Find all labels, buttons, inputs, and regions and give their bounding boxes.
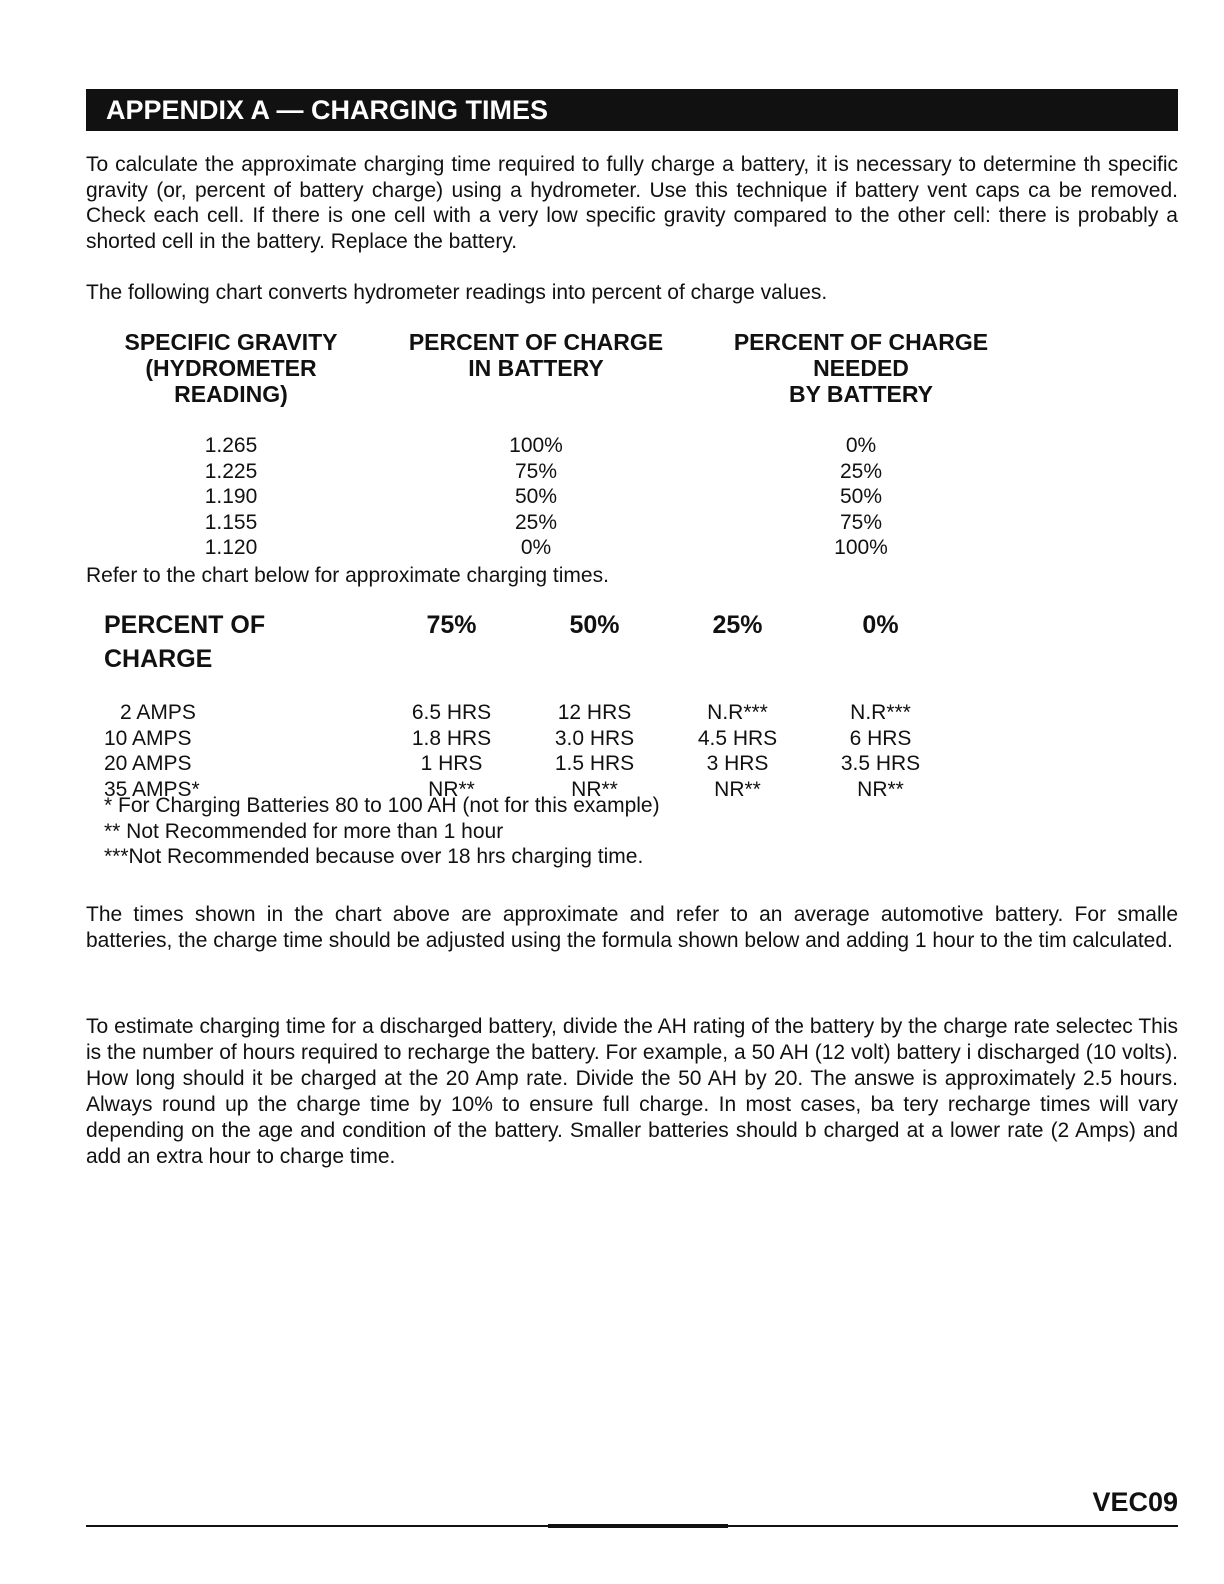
table-cell: 6 HRS <box>849 726 912 750</box>
table-cell: 75% <box>839 510 883 534</box>
column-header: 50% <box>569 611 620 639</box>
footer-rule-accent <box>548 1524 728 1528</box>
table-cell: 3.5 HRS <box>840 752 921 775</box>
table-cell: 1.225 <box>204 459 258 483</box>
specific-gravity-table <box>86 329 1026 561</box>
table-cell: NR** <box>857 777 904 801</box>
refer-paragraph: Refer to the chart below for approximate charging times. <box>86 564 609 587</box>
document-page <box>86 0 1178 1584</box>
footnote: ** Not Recommended for more than 1 hour <box>104 819 504 843</box>
table-cell: 1.5 HRS <box>554 752 635 775</box>
table-cell: 1.265 <box>204 434 258 457</box>
column-header: PERCENT OF CHARGE <box>104 611 266 673</box>
table-cell: N.R*** <box>707 701 768 724</box>
table-cell: 1.120 <box>204 536 258 559</box>
table-cell: 1 HRS <box>420 752 483 775</box>
column-header: SPECIFIC GRAVITY (HYDROMETER READING) <box>124 329 338 407</box>
footnotes <box>104 793 660 870</box>
table-cell: 100% <box>834 536 888 559</box>
table-row <box>86 535 1026 561</box>
table-cell: 3 HRS <box>706 752 769 775</box>
table-cell: 0% <box>520 536 552 559</box>
table-cell: NR** <box>571 777 618 801</box>
table-cell: NR** <box>428 777 475 801</box>
table-cell: NR** <box>714 777 761 801</box>
table-cell: 0% <box>845 434 877 457</box>
table-cell: 3.0 HRS <box>554 726 635 750</box>
table-cell: 6.5 HRS <box>411 701 492 724</box>
charging-times-table <box>86 608 952 802</box>
table-header-row <box>86 329 1026 433</box>
intro-paragraph: To calculate the approximate charging time required to fully charge a battery, it is necessary to determine th specific gravity (or, percent of battery charge) using a hydrometer. Use this technique if battery vent caps ca be removed. Check each cell. If there is one cell with a very low specific gravity compared to the other cell: there is probably a shorted cell in the battery. Replace the battery. <box>86 153 1178 253</box>
table-header-row <box>86 608 952 700</box>
table-cell: 1.155 <box>204 510 258 534</box>
footnote: * For Charging Batteries 80 to 100 AH (not for this example) <box>104 794 660 817</box>
table-row <box>86 484 1026 510</box>
table-row <box>86 433 1026 459</box>
chart-intro-paragraph: The following chart converts hydrometer readings into percent of charge values. <box>86 281 828 304</box>
table-cell: 20 AMPS <box>104 752 192 775</box>
table-row <box>86 459 1026 485</box>
column-header: PERCENT OF CHARGE IN BATTERY <box>408 329 664 381</box>
table-cell: 2 AMPS <box>120 701 196 724</box>
table-row <box>86 751 952 777</box>
table-cell: 25% <box>839 459 883 483</box>
column-header: 75% <box>426 611 477 639</box>
table-row <box>86 726 952 752</box>
table-cell: 50% <box>514 485 558 508</box>
table-cell: 10 AMPS <box>104 726 192 750</box>
footnote: ***Not Recommended because over 18 hrs charging time. <box>104 845 644 868</box>
table-cell: 12 HRS <box>557 701 632 724</box>
table-cell: 75% <box>514 459 558 483</box>
column-header: 25% <box>712 611 763 639</box>
table-cell: 1.8 HRS <box>411 726 492 750</box>
section-title: APPENDIX A — CHARGING TIMES <box>86 89 1178 131</box>
table-row <box>86 510 1026 536</box>
table-row <box>86 700 952 726</box>
table-cell: 100% <box>509 434 563 457</box>
estimate-paragraph: To estimate charging time for a discharged battery, divide the AH rating of the battery by the charge rate selectec This is the number of hours required to recharge the battery. For example, a 50 AH (12 volt) battery i discharged (10 volts). How long should it be charged at the 20 Amp rate. Divide the 50 AH by 20. The answe is approximately 2.5 hours. Always round up the charge time by 10% to ensure full charge. In most cases, ba tery recharge times will vary depending on the age and condition of the battery. Smaller batteries should b charged at a lower rate (2 Amps) and add an extra hour to charge time. <box>86 1015 1178 1168</box>
table-cell: 35 AMPS* <box>104 777 200 801</box>
document-code: VEC09 <box>1092 1487 1178 1517</box>
table-cell: 50% <box>839 485 883 508</box>
times-note-paragraph: The times shown in the chart above are approximate and refer to an average automotive battery. For smalle batteries, the charge time should be adjusted using the formula shown below and adding 1 hour to the tim calculated. <box>86 903 1178 952</box>
table-cell: 25% <box>514 510 558 534</box>
table-cell: N.R*** <box>850 701 911 724</box>
table-cell: 1.190 <box>204 485 258 508</box>
column-header: 0% <box>862 611 899 639</box>
column-header: PERCENT OF CHARGE NEEDED BY BATTERY <box>733 329 989 407</box>
table-cell: 4.5 HRS <box>697 726 778 750</box>
